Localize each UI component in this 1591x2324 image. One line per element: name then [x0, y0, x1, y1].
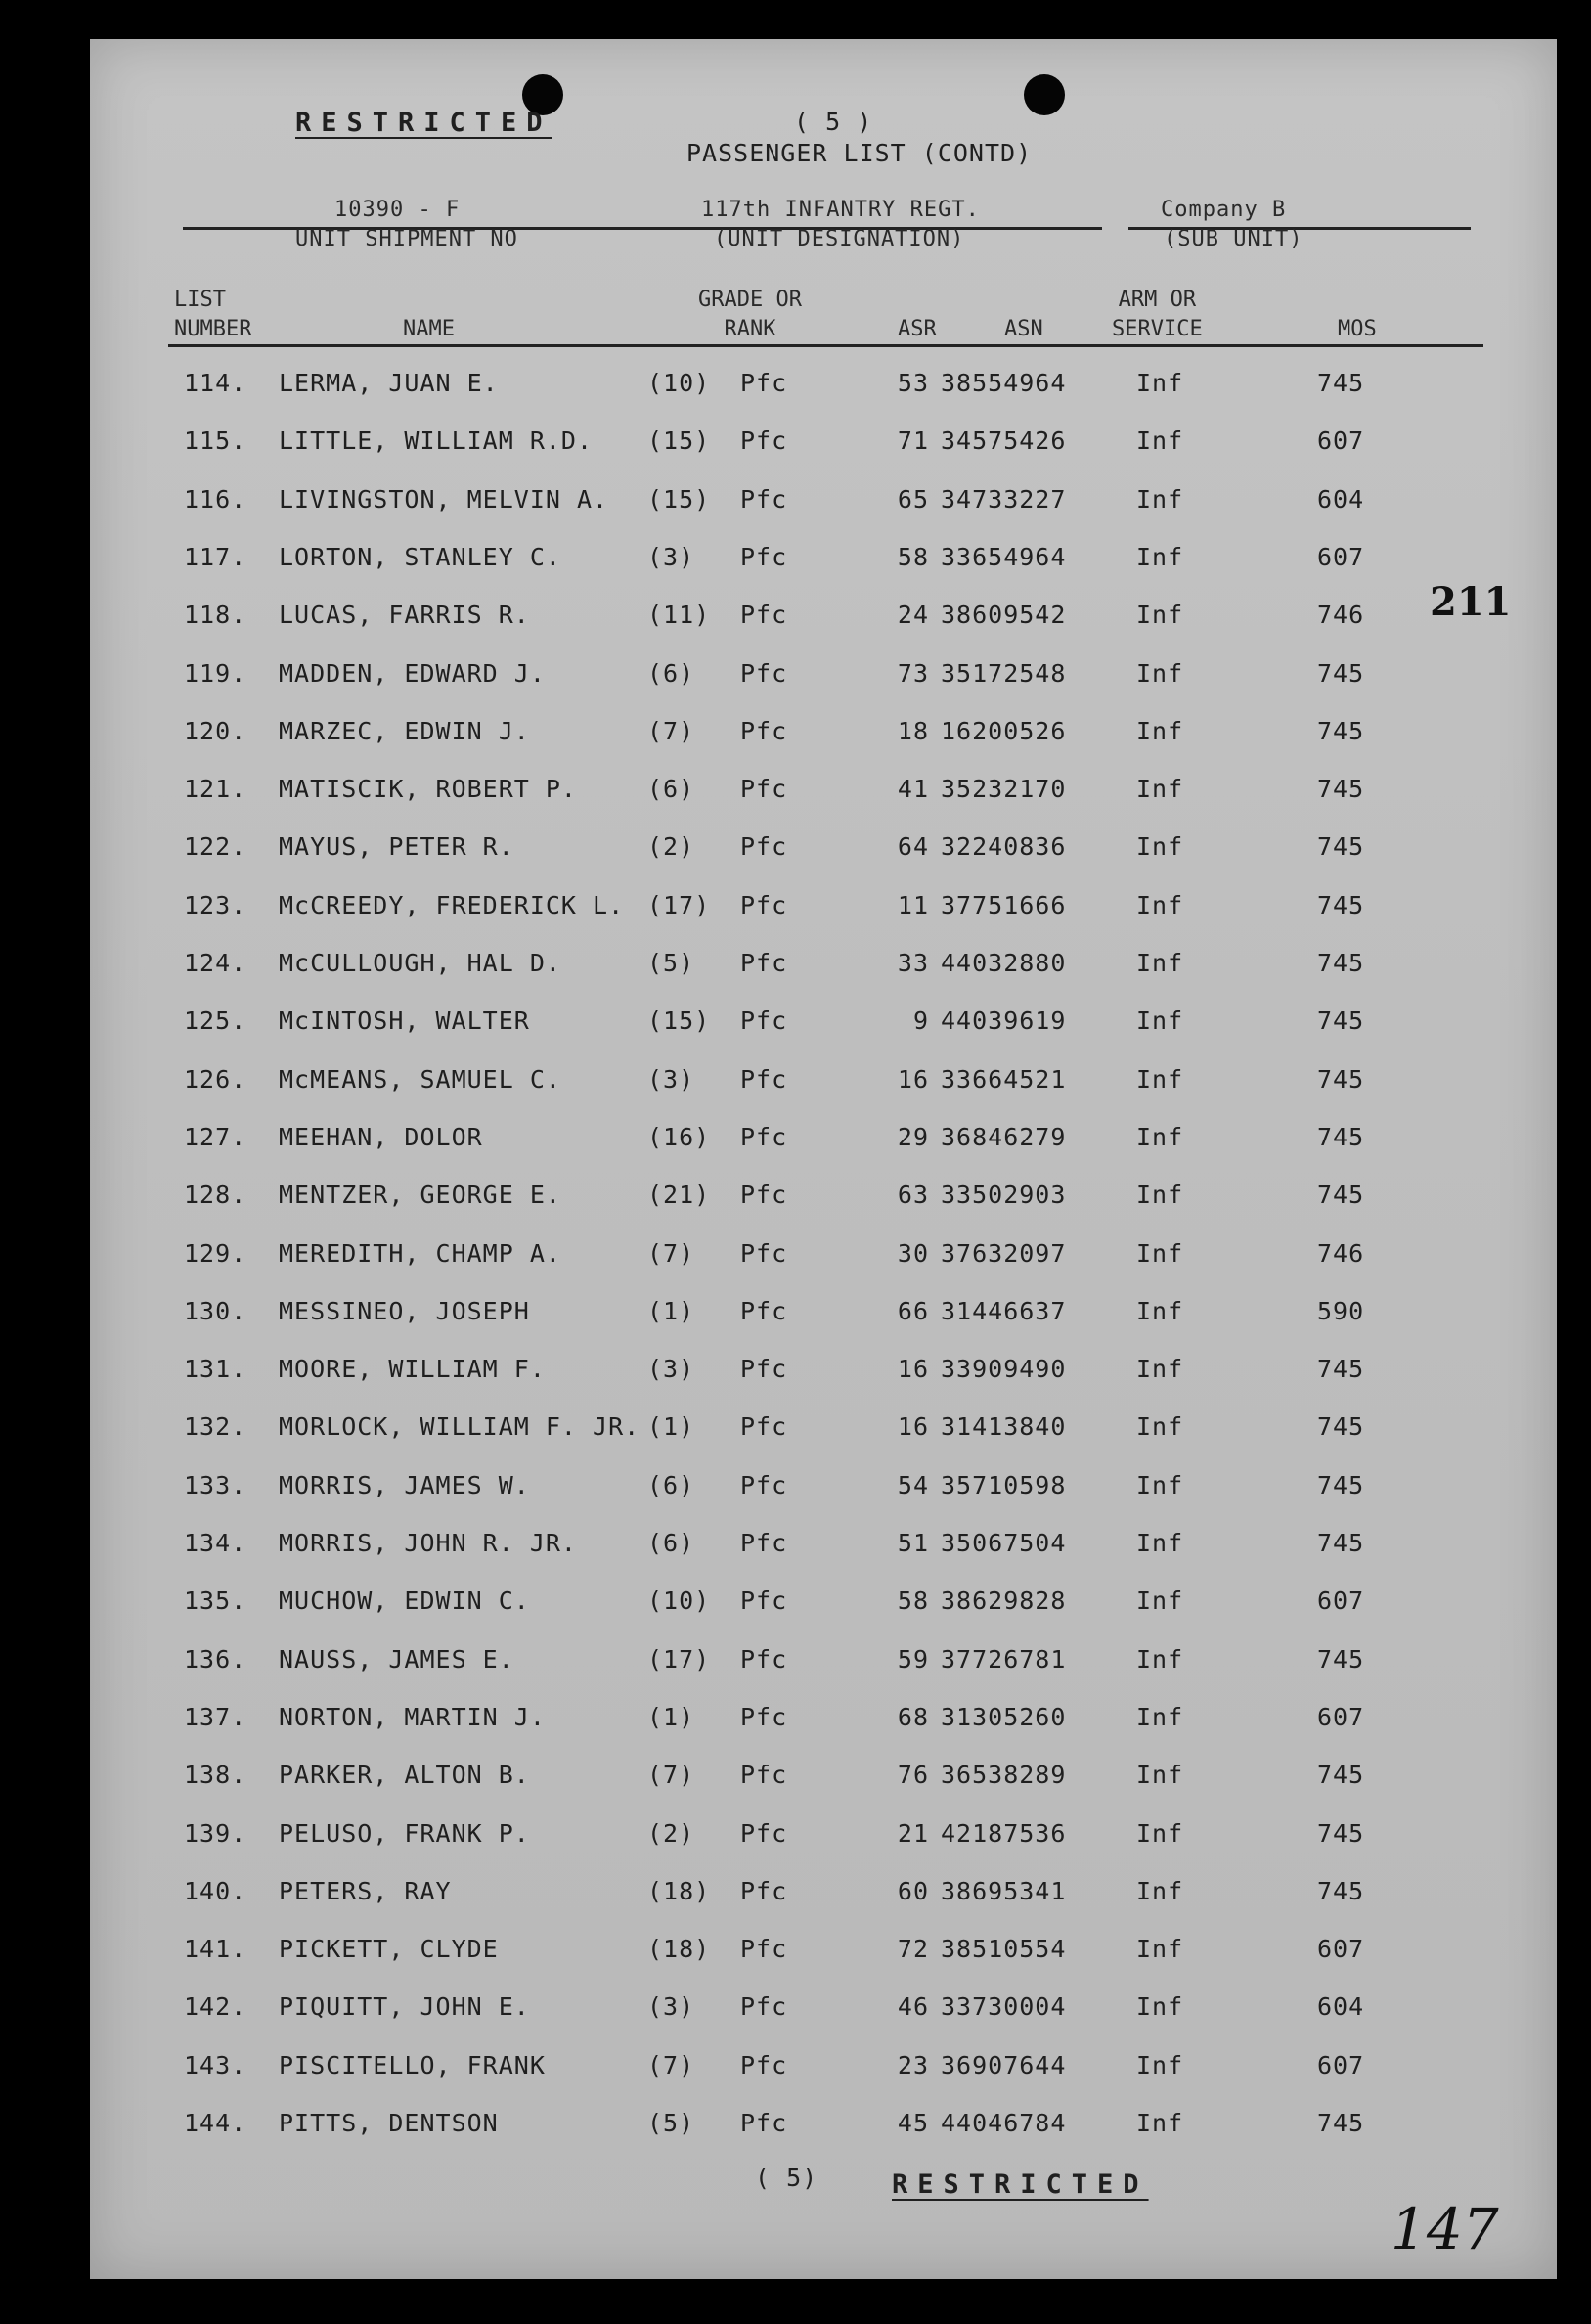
mos-cell: 604	[1317, 484, 1365, 514]
asr-cell: 59	[897, 1644, 929, 1674]
grade-code-cell: (10)	[647, 1587, 711, 1616]
list-number-cell: 136.	[184, 1644, 247, 1674]
asr-cell: 16	[897, 1355, 929, 1384]
name-cell: MEREDITH, CHAMP A.	[279, 1238, 561, 1268]
asr-cell: 58	[897, 1587, 929, 1616]
list-number-cell: 120.	[184, 716, 247, 745]
asr-cell: 73	[897, 658, 929, 688]
rank-cell: Pfc	[740, 601, 788, 630]
rank-cell: Pfc	[740, 1355, 788, 1384]
rank-cell: Pfc	[740, 2050, 788, 2079]
list-number-cell: 131.	[184, 1355, 247, 1384]
name-cell: LORTON, STANLEY C.	[279, 542, 561, 571]
grade-code-cell: (11)	[647, 601, 711, 630]
arm-service-cell: Inf	[1136, 1355, 1184, 1384]
arm-service-cell: Inf	[1136, 1470, 1184, 1499]
list-number-cell: 142.	[184, 1992, 247, 2022]
list-number-cell: 139.	[184, 1818, 247, 1848]
arm-service-cell: Inf	[1136, 1529, 1184, 1557]
grade-code-cell: (17)	[647, 890, 711, 919]
asn-cell: 38695341	[941, 1876, 1067, 1905]
arm-service-cell: Inf	[1136, 716, 1184, 745]
asn-cell: 33909490	[941, 1355, 1067, 1384]
arm-service-cell: Inf	[1136, 1818, 1184, 1848]
asn-cell: 35067504	[941, 1529, 1067, 1557]
rank-cell: Pfc	[740, 1761, 788, 1790]
asr-cell: 71	[897, 426, 929, 456]
name-cell: LUCAS, FARRIS R.	[279, 601, 530, 630]
arm-service-cell: Inf	[1136, 1935, 1184, 1964]
grade-code-cell: (16)	[647, 1122, 711, 1151]
arm-service-cell: Inf	[1136, 1992, 1184, 2022]
list-number-cell: 119.	[184, 658, 247, 688]
name-cell: PICKETT, CLYDE	[279, 1935, 499, 1964]
grade-code-cell: (18)	[647, 1935, 711, 1964]
rank-cell: Pfc	[740, 1470, 788, 1499]
arm-service-cell: Inf	[1136, 369, 1184, 397]
asn-cell: 33664521	[941, 1064, 1067, 1094]
unit-shipment-value: 10390 - F	[334, 198, 461, 222]
col-header-name: NAME	[403, 317, 455, 341]
punch-hole-right	[1024, 74, 1065, 115]
asn-cell: 33502903	[941, 1181, 1067, 1210]
arm-service-cell: Inf	[1136, 1296, 1184, 1325]
unit-designation-label: (UNIT DESIGNATION)	[714, 227, 965, 251]
arm-service-cell: Inf	[1136, 658, 1184, 688]
asn-cell: 31446637	[941, 1296, 1067, 1325]
asr-cell: 53	[897, 369, 929, 397]
asr-cell: 18	[897, 716, 929, 745]
asr-cell: 63	[897, 1181, 929, 1210]
arm-service-cell: Inf	[1136, 542, 1184, 571]
document-page	[90, 39, 1557, 2279]
mos-cell: 745	[1317, 716, 1365, 745]
list-number-cell: 118.	[184, 601, 247, 630]
grade-code-cell: (5)	[647, 949, 695, 977]
mos-cell: 607	[1317, 542, 1365, 571]
margin-stamp-number: 211	[1430, 579, 1512, 625]
asr-cell: 66	[897, 1296, 929, 1325]
arm-service-cell: Inf	[1136, 1587, 1184, 1616]
col-header-list-number: LIST NUMBER	[174, 288, 252, 341]
grade-code-cell: (15)	[647, 484, 711, 514]
list-number-cell: 137.	[184, 1702, 247, 1731]
rank-cell: Pfc	[740, 949, 788, 977]
asn-cell: 35710598	[941, 1470, 1067, 1499]
list-number-cell: 132.	[184, 1412, 247, 1442]
rank-cell: Pfc	[740, 369, 788, 397]
grade-code-cell: (21)	[647, 1181, 711, 1210]
asn-cell: 44032880	[941, 949, 1067, 977]
arm-service-cell: Inf	[1136, 775, 1184, 804]
rank-cell: Pfc	[740, 658, 788, 688]
name-cell: NAUSS, JAMES E.	[279, 1644, 514, 1674]
asn-cell: 44046784	[941, 2109, 1067, 2137]
rank-cell: Pfc	[740, 832, 788, 862]
classification-top: RESTRICTED	[295, 108, 552, 138]
asn-cell: 33730004	[941, 1992, 1067, 2022]
mos-cell: 745	[1317, 832, 1365, 862]
name-cell: MARZEC, EDWIN J.	[279, 716, 530, 745]
rank-cell: Pfc	[740, 1992, 788, 2022]
asr-cell: 68	[897, 1702, 929, 1731]
grade-code-cell: (7)	[647, 716, 695, 745]
rank-cell: Pfc	[740, 1935, 788, 1964]
col-header-asr: ASR	[898, 317, 937, 341]
name-cell: PISCITELLO, FRANK	[279, 2050, 546, 2079]
rank-cell: Pfc	[740, 1529, 788, 1557]
asn-cell: 37632097	[941, 1238, 1067, 1268]
name-cell: NORTON, MARTIN J.	[279, 1702, 546, 1731]
mos-cell: 746	[1317, 601, 1365, 630]
arm-service-cell: Inf	[1136, 1006, 1184, 1036]
mos-cell: 604	[1317, 1992, 1365, 2022]
mos-cell: 607	[1317, 1702, 1365, 1731]
col-header-mos: MOS	[1338, 317, 1377, 341]
arm-service-cell: Inf	[1136, 1238, 1184, 1268]
mos-cell: 745	[1317, 1876, 1365, 1905]
grade-code-cell: (15)	[647, 1006, 711, 1036]
classification-bottom: RESTRICTED	[892, 2169, 1149, 2200]
asn-cell: 35172548	[941, 658, 1067, 688]
mos-cell: 745	[1317, 2109, 1365, 2137]
arm-service-cell: Inf	[1136, 601, 1184, 630]
asn-cell: 16200526	[941, 716, 1067, 745]
asr-cell: 54	[897, 1470, 929, 1499]
mos-cell: 607	[1317, 1935, 1365, 1964]
name-cell: MORLOCK, WILLIAM F. JR.	[279, 1412, 641, 1442]
asr-cell: 64	[897, 832, 929, 862]
arm-service-cell: Inf	[1136, 1876, 1184, 1905]
arm-service-cell: Inf	[1136, 1702, 1184, 1731]
grade-code-cell: (7)	[647, 1238, 695, 1268]
list-number-cell: 129.	[184, 1238, 247, 1268]
mos-cell: 745	[1317, 369, 1365, 397]
sub-unit-value: Company B	[1161, 198, 1287, 222]
asr-cell: 29	[897, 1122, 929, 1151]
name-cell: MESSINEO, JOSEPH	[279, 1296, 530, 1325]
rank-cell: Pfc	[740, 890, 788, 919]
list-number-cell: 121.	[184, 775, 247, 804]
asn-cell: 34575426	[941, 426, 1067, 456]
name-cell: MATISCIK, ROBERT P.	[279, 775, 577, 804]
arm-service-cell: Inf	[1136, 1122, 1184, 1151]
mos-cell: 745	[1317, 1761, 1365, 1790]
grade-code-cell: (6)	[647, 775, 695, 804]
list-number-cell: 138.	[184, 1761, 247, 1790]
grade-code-cell: (10)	[647, 369, 711, 397]
asr-cell: 45	[897, 2109, 929, 2137]
name-cell: MORRIS, JAMES W.	[279, 1470, 530, 1499]
list-number-cell: 122.	[184, 832, 247, 862]
asr-cell: 23	[897, 2050, 929, 2079]
asn-cell: 31305260	[941, 1702, 1067, 1731]
page-marker-top: ( 5 )	[794, 108, 873, 136]
mos-cell: 745	[1317, 1644, 1365, 1674]
asn-cell: 36538289	[941, 1761, 1067, 1790]
list-number-cell: 116.	[184, 484, 247, 514]
name-cell: LITTLE, WILLIAM R.D.	[279, 426, 594, 456]
page-marker-bottom: ( 5)	[755, 2164, 818, 2192]
arm-service-cell: Inf	[1136, 426, 1184, 456]
grade-code-cell: (7)	[647, 1761, 695, 1790]
asn-cell: 32240836	[941, 832, 1067, 862]
asr-cell: 24	[897, 601, 929, 630]
asn-cell: 44039619	[941, 1006, 1067, 1036]
rank-cell: Pfc	[740, 1818, 788, 1848]
asn-cell: 37751666	[941, 890, 1067, 919]
handwritten-page-number: 147	[1391, 2196, 1499, 2262]
mos-cell: 745	[1317, 1412, 1365, 1442]
arm-service-cell: Inf	[1136, 1412, 1184, 1442]
rank-cell: Pfc	[740, 1064, 788, 1094]
rank-cell: Pfc	[740, 1587, 788, 1616]
grade-code-cell: (3)	[647, 1992, 695, 2022]
sub-unit-label: (SUB UNIT)	[1164, 227, 1304, 251]
name-cell: MORRIS, JOHN R. JR.	[279, 1529, 577, 1557]
name-cell: MADDEN, EDWARD J.	[279, 658, 546, 688]
rank-cell: Pfc	[740, 1876, 788, 1905]
list-number-cell: 135.	[184, 1587, 247, 1616]
list-number-cell: 125.	[184, 1006, 247, 1036]
grade-code-cell: (18)	[647, 1876, 711, 1905]
column-header-rule	[168, 344, 1483, 347]
asr-cell: 30	[897, 1238, 929, 1268]
list-number-cell: 117.	[184, 542, 247, 571]
asr-cell: 65	[897, 484, 929, 514]
rank-cell: Pfc	[740, 1006, 788, 1036]
rank-cell: Pfc	[740, 1702, 788, 1731]
list-number-cell: 133.	[184, 1470, 247, 1499]
mos-cell: 745	[1317, 1470, 1365, 1499]
rank-cell: Pfc	[740, 484, 788, 514]
name-cell: MUCHOW, EDWIN C.	[279, 1587, 530, 1616]
asr-cell: 41	[897, 775, 929, 804]
asn-cell: 33654964	[941, 542, 1067, 571]
mos-cell: 745	[1317, 890, 1365, 919]
mos-cell: 746	[1317, 1238, 1365, 1268]
mos-cell: 745	[1317, 775, 1365, 804]
list-number-cell: 114.	[184, 369, 247, 397]
grade-code-cell: (7)	[647, 2050, 695, 2079]
name-cell: MEEHAN, DOLOR	[279, 1122, 483, 1151]
rank-cell: Pfc	[740, 716, 788, 745]
asn-cell: 36907644	[941, 2050, 1067, 2079]
asn-cell: 36846279	[941, 1122, 1067, 1151]
list-number-cell: 141.	[184, 1935, 247, 1964]
list-number-cell: 144.	[184, 2109, 247, 2137]
arm-service-cell: Inf	[1136, 1181, 1184, 1210]
rank-cell: Pfc	[740, 1412, 788, 1442]
mos-cell: 745	[1317, 1355, 1365, 1384]
arm-service-cell: Inf	[1136, 484, 1184, 514]
name-cell: McCULLOUGH, HAL D.	[279, 949, 561, 977]
list-number-cell: 126.	[184, 1064, 247, 1094]
document-title: PASSENGER LIST (CONTD)	[686, 139, 1033, 167]
rank-cell: Pfc	[740, 542, 788, 571]
col-header-arm: ARM OR SERVICE	[1112, 288, 1203, 341]
rank-cell: Pfc	[740, 2109, 788, 2137]
grade-code-cell: (6)	[647, 658, 695, 688]
list-number-cell: 134.	[184, 1529, 247, 1557]
name-cell: McINTOSH, WALTER	[279, 1006, 530, 1036]
list-number-cell: 124.	[184, 949, 247, 977]
grade-code-cell: (1)	[647, 1702, 695, 1731]
grade-code-cell: (3)	[647, 1355, 695, 1384]
name-cell: McCREEDY, FREDERICK L.	[279, 890, 625, 919]
name-cell: PITTS, DENTSON	[279, 2109, 499, 2137]
rank-cell: Pfc	[740, 1122, 788, 1151]
name-cell: MENTZER, GEORGE E.	[279, 1181, 561, 1210]
grade-code-cell: (2)	[647, 832, 695, 862]
col-header-asn: ASN	[1004, 317, 1043, 341]
list-number-cell: 143.	[184, 2050, 247, 2079]
name-cell: PIQUITT, JOHN E.	[279, 1992, 530, 2022]
arm-service-cell: Inf	[1136, 2109, 1184, 2137]
rank-cell: Pfc	[740, 1181, 788, 1210]
asn-cell: 42187536	[941, 1818, 1067, 1848]
name-cell: LERMA, JUAN E.	[279, 369, 499, 397]
asn-cell: 35232170	[941, 775, 1067, 804]
asn-cell: 31413840	[941, 1412, 1067, 1442]
asr-cell: 16	[897, 1064, 929, 1094]
asr-cell: 51	[897, 1529, 929, 1557]
grade-code-cell: (15)	[647, 426, 711, 456]
mos-cell: 607	[1317, 2050, 1365, 2079]
grade-code-cell: (3)	[647, 542, 695, 571]
asr-cell: 21	[897, 1818, 929, 1848]
mos-cell: 745	[1317, 1181, 1365, 1210]
arm-service-cell: Inf	[1136, 2050, 1184, 2079]
rank-cell: Pfc	[740, 426, 788, 456]
asr-cell: 33	[897, 949, 929, 977]
name-cell: PARKER, ALTON B.	[279, 1761, 530, 1790]
list-number-cell: 123.	[184, 890, 247, 919]
arm-service-cell: Inf	[1136, 1761, 1184, 1790]
asr-cell: 16	[897, 1412, 929, 1442]
asn-cell: 38629828	[941, 1587, 1067, 1616]
mos-cell: 607	[1317, 426, 1365, 456]
arm-service-cell: Inf	[1136, 890, 1184, 919]
name-cell: LIVINGSTON, MELVIN A.	[279, 484, 609, 514]
asn-cell: 38609542	[941, 601, 1067, 630]
name-cell: MAYUS, PETER R.	[279, 832, 514, 862]
grade-code-cell: (6)	[647, 1529, 695, 1557]
name-cell: PELUSO, FRANK P.	[279, 1818, 530, 1848]
mos-cell: 607	[1317, 1587, 1365, 1616]
mos-cell: 745	[1317, 1529, 1365, 1557]
col-header-grade: GRADE OR RANK	[698, 288, 802, 341]
name-cell: MOORE, WILLIAM F.	[279, 1355, 546, 1384]
rank-cell: Pfc	[740, 775, 788, 804]
arm-service-cell: Inf	[1136, 1644, 1184, 1674]
asn-cell: 37726781	[941, 1644, 1067, 1674]
mos-cell: 745	[1317, 949, 1365, 977]
asr-cell: 76	[897, 1761, 929, 1790]
mos-cell: 745	[1317, 1122, 1365, 1151]
grade-code-cell: (17)	[647, 1644, 711, 1674]
arm-service-cell: Inf	[1136, 1064, 1184, 1094]
rank-cell: Pfc	[740, 1296, 788, 1325]
asn-cell: 38510554	[941, 1935, 1067, 1964]
mos-cell: 745	[1317, 1006, 1365, 1036]
list-number-cell: 115.	[184, 426, 247, 456]
asr-cell: 11	[897, 890, 929, 919]
asr-cell: 72	[897, 1935, 929, 1964]
arm-service-cell: Inf	[1136, 949, 1184, 977]
list-number-cell: 140.	[184, 1876, 247, 1905]
name-cell: PETERS, RAY	[279, 1876, 452, 1905]
asr-cell: 9	[912, 1006, 929, 1036]
asr-cell: 60	[897, 1876, 929, 1905]
grade-code-cell: (5)	[647, 2109, 695, 2137]
asn-cell: 34733227	[941, 484, 1067, 514]
grade-code-cell: (1)	[647, 1296, 695, 1325]
grade-code-cell: (1)	[647, 1412, 695, 1442]
unit-designation-value: 117th INFANTRY REGT.	[701, 198, 980, 222]
grade-code-cell: (2)	[647, 1818, 695, 1848]
list-number-cell: 128.	[184, 1181, 247, 1210]
mos-cell: 745	[1317, 1064, 1365, 1094]
list-number-cell: 130.	[184, 1296, 247, 1325]
rank-cell: Pfc	[740, 1238, 788, 1268]
list-number-cell: 127.	[184, 1122, 247, 1151]
mos-cell: 590	[1317, 1296, 1365, 1325]
rank-cell: Pfc	[740, 1644, 788, 1674]
asr-cell: 58	[897, 542, 929, 571]
unit-shipment-label: UNIT SHIPMENT NO	[295, 227, 518, 251]
grade-code-cell: (6)	[647, 1470, 695, 1499]
grade-code-cell: (3)	[647, 1064, 695, 1094]
mos-cell: 745	[1317, 1818, 1365, 1848]
asn-cell: 38554964	[941, 369, 1067, 397]
mos-cell: 745	[1317, 658, 1365, 688]
name-cell: McMEANS, SAMUEL C.	[279, 1064, 561, 1094]
arm-service-cell: Inf	[1136, 832, 1184, 862]
asr-cell: 46	[897, 1992, 929, 2022]
